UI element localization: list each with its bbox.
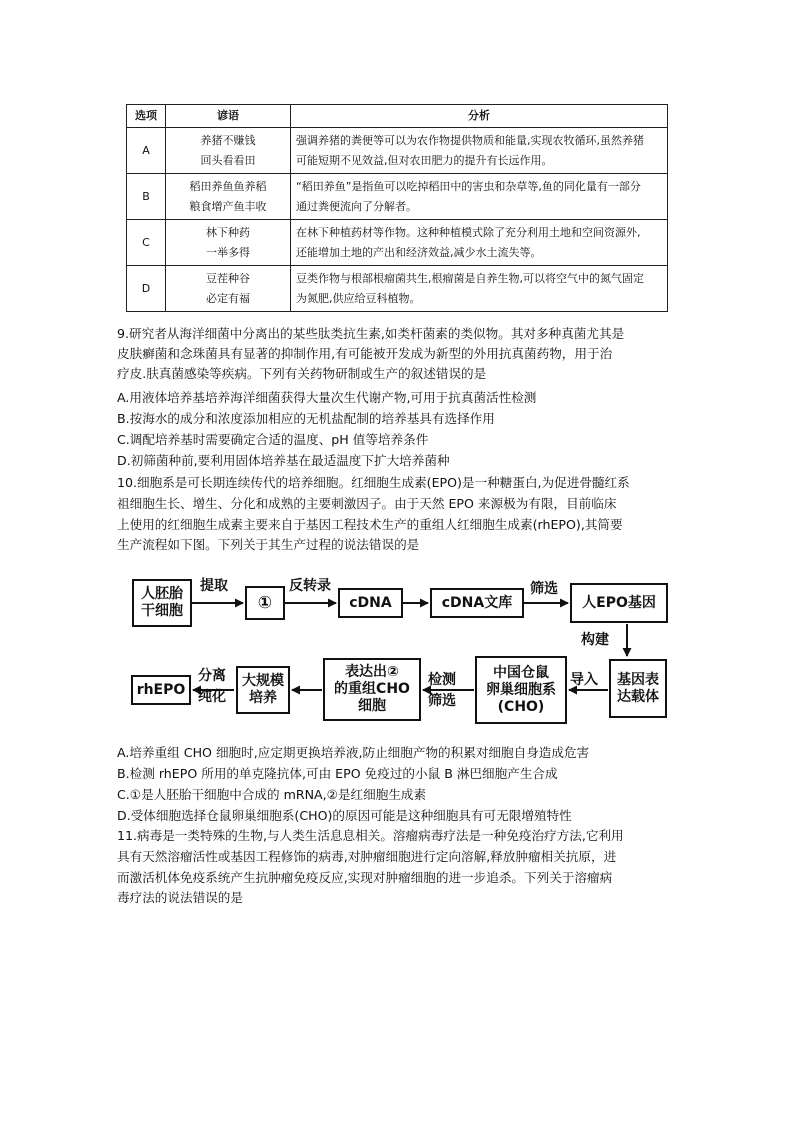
q10-stem-line: 上使用的红细胞生成素主要来自于基因工程技术生产的重组人红细胞生成素(rhEPO),其简要	[117, 517, 623, 532]
q9-stem-line: 皮肤癣菌和念珠菌具有显著的抑制作用,有可能被开发成为新型的外用抗真菌药物，用于治	[117, 346, 613, 361]
analysis-cell	[291, 266, 668, 312]
q9-option-c: C.调配培养基时需要确定合适的温度、pH 值等培养条件	[117, 432, 429, 447]
label-text: 纯化	[198, 689, 226, 705]
box-embryonic-stem-cell	[132, 579, 192, 627]
box-epo-gene: 人EPO基因	[570, 583, 668, 623]
analysis-line: 还能增加土地的产出和经济效益,减少水土流失等。	[296, 245, 542, 259]
saying-line: 豆茬种谷	[206, 271, 250, 285]
label-detect-screen	[428, 672, 456, 710]
label-extract: 提取	[200, 578, 228, 594]
table-row-d	[127, 266, 668, 312]
q10-option-b: B.检测 rhEPO 所用的单克隆抗体,可由 EPO 免疫过的小鼠 B 淋巴细胞产生合成	[117, 766, 558, 781]
label-separate-purify	[198, 668, 226, 706]
option-cell: B	[127, 174, 166, 220]
q9-option-d: D.初筛菌种前,要利用固体培养基在最适温度下扩大培养菌种	[117, 453, 450, 468]
q9-option-a: A.用液体培养基培养海洋细菌获得大量次生代谢产物,可用于抗真菌活性检测	[117, 390, 537, 405]
saying-cell	[166, 220, 291, 266]
q10-stem-line: 祖细胞生长、增生、分化和成熟的主要刺激因子。由于天然 EPO 来源极为有限，目前临床	[117, 496, 617, 511]
analysis-line: 为氮肥,供应给豆科植物。	[296, 291, 421, 305]
box-mrna-placeholder: ①	[245, 586, 285, 620]
header-option: 选项	[127, 105, 166, 128]
q10-option-c: C.①是人胚胎干细胞中合成的 mRNA,②是红细胞生成素	[117, 787, 427, 802]
analysis-line: “稻田养鱼”是指鱼可以吃掉稻田中的害虫和杂草等,鱼的同化量有一部分	[296, 179, 641, 193]
header-analysis: 分析	[291, 105, 668, 128]
table-row-a	[127, 128, 668, 174]
q10-option-d: D.受体细胞选择仓鼠卵巢细胞系(CHO)的原因可能是这种细胞具有可无限增殖特性	[117, 808, 572, 823]
table-header-row	[127, 105, 668, 128]
label-text: 分离	[198, 668, 226, 684]
q10-option-a: A.培养重组 CHO 细胞时,应定期更换培养液,防止细胞产物的积累对细胞自身造成危害	[117, 745, 590, 760]
analysis-cell	[291, 174, 668, 220]
box-text: 培养	[249, 690, 277, 706]
label-reverse-transcribe: 反转录	[289, 578, 331, 594]
table-row-b	[127, 174, 668, 220]
saying-line: 必定有福	[206, 291, 250, 305]
saying-line: 粮食增产鱼丰收	[189, 199, 267, 213]
q11-stem-line: 11.病毒是一类特殊的生物,与人类生活息息相关。溶瘤病毒疗法是一种免疫治疗方法,它利用	[117, 828, 624, 843]
analysis-line: 豆类作物与根部根瘤菌共生,根瘤菌是自养生物,可以将空气中的氮气固定	[296, 271, 644, 285]
saying-cell	[166, 266, 291, 312]
box-text: 干细胞	[141, 603, 183, 619]
analysis-line: 强调养猪的粪便等可以为农作物提供物质和能量,实现农牧循环,虽然养猪	[296, 133, 644, 147]
box-cdna: cDNA	[338, 588, 403, 618]
option-cell: C	[127, 220, 166, 266]
option-cell: D	[127, 266, 166, 312]
label-import: 导入	[570, 672, 598, 688]
label-screen: 筛选	[530, 581, 558, 597]
saying-cell	[166, 128, 291, 174]
q10-stem-line: 生产流程如下图。下列关于其生产过程的说法错误的是	[117, 537, 420, 552]
table-row-c	[127, 220, 668, 266]
q9-option-b: B.按海水的成分和浓度添加相应的无机盐配制的培养基具有选择作用	[117, 411, 495, 426]
box-large-scale-culture	[236, 666, 290, 714]
label-text: 筛选	[428, 693, 456, 709]
box-text: 表达出②	[345, 664, 399, 680]
box-text: 大规模	[242, 673, 284, 689]
label-build: 构建	[581, 632, 609, 648]
box-cho-cell-line	[475, 656, 567, 724]
box-text: 细胞	[358, 698, 386, 714]
box-rhepo: rhEPO	[131, 675, 191, 705]
q11-stem-line: 具有天然溶瘤活性或基因工程修饰的病毒,对肿瘤细胞进行定向溶解,释放肿瘤相关抗原，进	[117, 849, 617, 864]
analysis-line: 可能短期不见效益,但对农田肥力的提升有长远作用。	[296, 153, 553, 167]
analysis-cell	[291, 128, 668, 174]
box-expression-vector	[609, 659, 667, 718]
saying-line: 养猪不赚钱	[200, 133, 256, 147]
box-text: 中国仓鼠	[493, 664, 549, 681]
header-saying: 谚语	[166, 105, 291, 128]
q11-stem-line: 而激活机体免疫系统产生抗肿瘤免疫反应,实现对肿瘤细胞的进一步追杀。下列关于溶瘤病	[117, 870, 613, 885]
q10-stem-line: 10.细胞系是可长期连续传代的培养细胞。红细胞生成素(EPO)是一种糖蛋白,为促进骨髓红系	[117, 475, 630, 490]
analysis-cell	[291, 220, 668, 266]
saying-line: 一举多得	[206, 245, 250, 259]
q9-stem-line: 疗皮.肤真菌感染等疾病。下列有关药物研制或生产的叙述错误的是	[117, 366, 487, 381]
box-recombinant-cho	[323, 658, 421, 721]
box-text: 达载体	[617, 688, 659, 705]
box-text: 人胚胎	[141, 586, 183, 602]
option-cell: A	[127, 128, 166, 174]
analysis-line: 通过粪便流向了分解者。	[296, 199, 417, 213]
box-cdna-library: cDNA文库	[430, 588, 524, 618]
q9-stem-line: 9.研究者从海洋细菌中分离出的某些肽类抗生素,如类杆菌素的类似物。其对多种真菌尤其是	[117, 326, 625, 341]
box-text: 的重组CHO	[334, 681, 410, 697]
saying-cell	[166, 174, 291, 220]
saying-line: 林下种药	[206, 225, 250, 239]
label-text: 检测	[428, 672, 456, 688]
saying-line: 回头看看田	[200, 153, 256, 167]
q11-stem-line: 毒疗法的说法错误的是	[117, 890, 243, 905]
box-text: (CHO)	[497, 698, 545, 715]
box-text: 基因表	[617, 671, 659, 688]
box-text: 卵巢细胞系	[486, 681, 556, 698]
analysis-line: 在林下种植药材等作物。这种种植模式除了充分利用土地和空间资源外,	[296, 225, 641, 239]
saying-line: 稻田养鱼鱼养稻	[189, 179, 267, 193]
proverb-table	[126, 104, 668, 312]
